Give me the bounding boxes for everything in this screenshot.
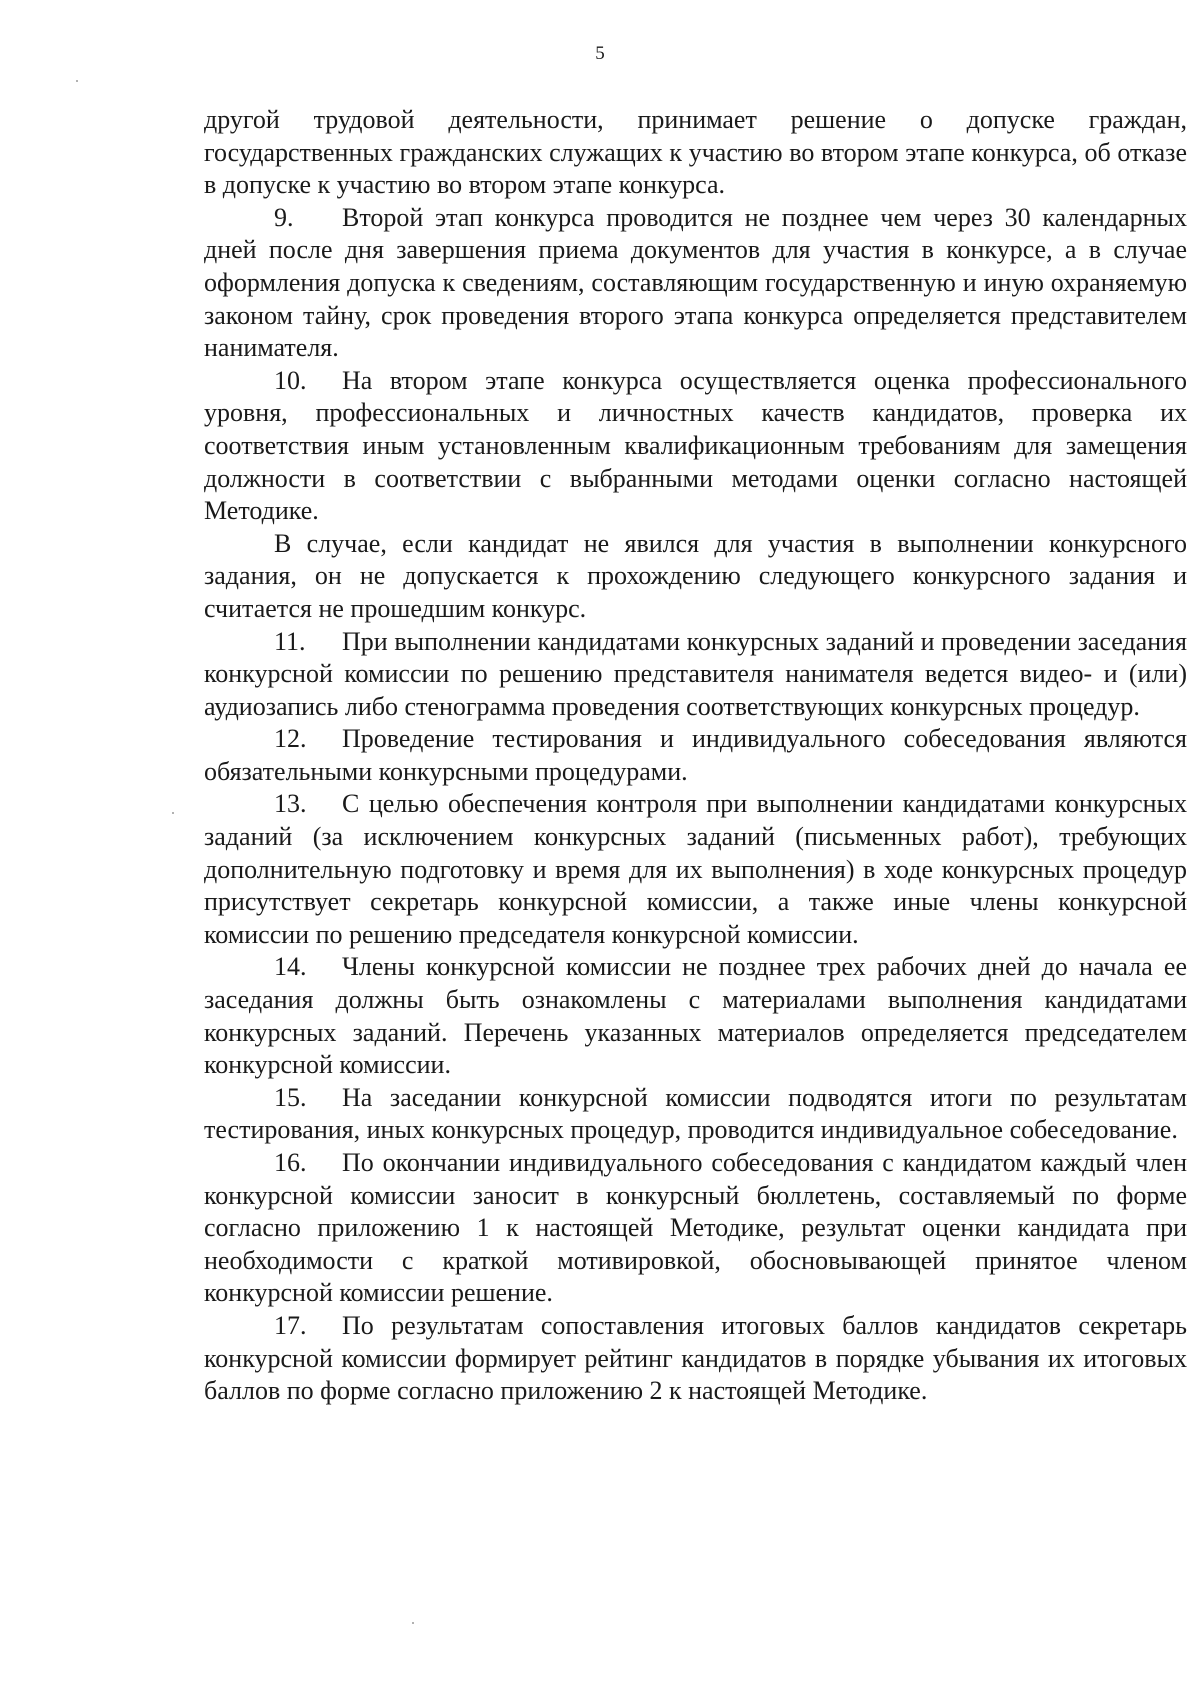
item-number: 13. bbox=[274, 789, 307, 819]
item-number: 14. bbox=[274, 952, 307, 982]
paragraph-item-11 bbox=[204, 626, 1187, 724]
document-body bbox=[204, 104, 1187, 1408]
paragraph-text: На заседании конкурсной комиссии подводятся итоги по результатам тестирования, иных конкурсных процедур, проводится индивидуальное собеседование. bbox=[204, 1082, 1187, 1145]
paragraph-item-12 bbox=[204, 723, 1187, 788]
item-number: 10. bbox=[274, 365, 307, 395]
paragraph-item-14 bbox=[204, 951, 1187, 1081]
item-number: 15. bbox=[274, 1082, 307, 1112]
item-number: 12. bbox=[274, 724, 307, 754]
paragraph-item-9 bbox=[204, 202, 1187, 365]
paragraph-text: На втором этапе конкурса осуществляется оценка профессионального уровня, профессиональных и личностных качеств кандидатов, проверка их соответствия иным установленным квалификационным требованиям для замещения должности в соответствии с выбранными методами оценки согласно настоящей Методике. bbox=[204, 365, 1187, 526]
paragraph-item-13 bbox=[204, 788, 1187, 951]
item-number: 17. bbox=[274, 1310, 307, 1340]
scan-speck bbox=[76, 80, 78, 82]
paragraph-text: При выполнении кандидатами конкурсных заданий и проведении заседания конкурсной комиссии по решению представителя нанимателя ведется видео- и (или) аудиозапись либо стенограмма проведения соответствующих конкурсных процедур. bbox=[204, 626, 1187, 721]
page-number: 5 bbox=[595, 43, 605, 64]
scan-speck bbox=[172, 812, 174, 814]
paragraph-note bbox=[204, 528, 1187, 626]
item-number: 11. bbox=[274, 626, 306, 656]
paragraph-text: В случае, если кандидат не явился для участия в выполнении конкурсного задания, он не допускается к прохождению следующего конкурсного задания и считается не прошедшим конкурс. bbox=[204, 528, 1187, 623]
item-number: 16. bbox=[274, 1148, 307, 1177]
item-number: 9. bbox=[274, 202, 294, 232]
paragraph-text: Второй этап конкурса проводится не позднее чем через 30 календарных дней после дня завершения приема документов для участия в конкурсе, а в случае оформления допуска к сведениям, составляющим государственную и иную охраняемую законом тайну, срок проведения второго этапа конкурса определяется представителем нанимателя. bbox=[204, 202, 1187, 363]
paragraph-item-10 bbox=[204, 365, 1187, 528]
paragraph-text: другой трудовой деятельности, принимает решение о допуске граждан, государственных гражданских служащих к участию во втором этапе конкурса, об отказе в допуске к участию во втором этапе конкурса. bbox=[204, 105, 1187, 200]
paragraph-item-16 bbox=[204, 1147, 1187, 1310]
paragraph-text: По окончании индивидуального собеседования с кандидатом каждый член конкурсной комиссии заносит в конкурсный бюллетень, составляемый по форме согласно приложению 1 к настоящей Методике, результат оценки кандидата при необходимости с краткой мотивировкой, обосновывающей принятое членом конкурсной комиссии решение. bbox=[204, 1148, 1187, 1308]
paragraph-item-15 bbox=[204, 1082, 1187, 1147]
paragraph-text: По результатам сопоставления итоговых баллов кандидатов секретарь конкурсной комиссии формирует рейтинг кандидатов в порядке убывания их итоговых баллов по форме согласно приложению 2 к настоящей Методике. bbox=[204, 1310, 1187, 1406]
paragraph-text: С целью обеспечения контроля при выполнении кандидатами конкурсных заданий (за исключением конкурсных заданий (письменных работ), требующих дополнительную подготовку и время для их выполнения) в ходе конкурсных процедур присутствует секретарь конкурсной комиссии, а также иные члены конкурсной комиссии по решению председателя конкурсной комиссии. bbox=[204, 789, 1187, 949]
paragraph-text: Проведение тестирования и индивидуального собеседования являются обязательными конкурсными процедурами. bbox=[204, 724, 1187, 786]
scan-speck bbox=[412, 1622, 414, 1624]
paragraph-continuation bbox=[204, 104, 1187, 202]
paragraph-item-17 bbox=[204, 1310, 1187, 1408]
paragraph-text: Члены конкурсной комиссии не позднее трех рабочих дней до начала ее заседания должны быть ознакомлены с материалами выполнения кандидатами конкурсных заданий. Перечень указанных материалов определяется председателем конкурсной комиссии. bbox=[204, 952, 1187, 1080]
